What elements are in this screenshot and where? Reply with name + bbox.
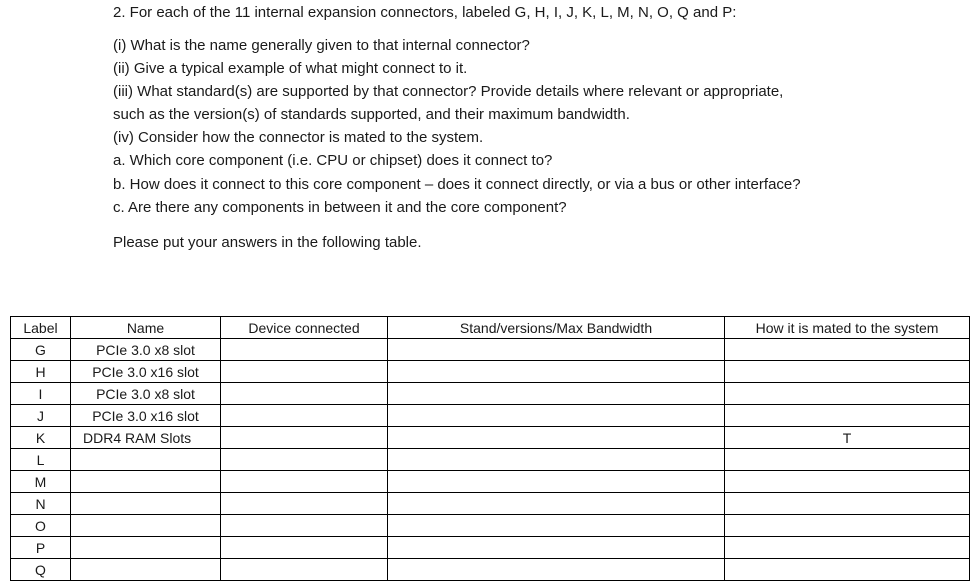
standards-cell	[388, 559, 725, 581]
mating-cell	[725, 449, 970, 471]
name-cell	[71, 493, 221, 515]
label-cell: M	[11, 471, 71, 493]
header-label: Label	[11, 317, 71, 339]
name-cell	[71, 537, 221, 559]
table-row	[11, 449, 970, 471]
header-name: Name	[71, 317, 221, 339]
mating-cell	[725, 339, 970, 361]
mating-cell	[725, 559, 970, 581]
table-row	[11, 559, 970, 581]
standards-cell	[388, 361, 725, 383]
name-cell: DDR4 RAM Slots	[71, 427, 221, 449]
question-item: (ii) Give a typical example of what might connect to it.	[113, 60, 468, 77]
standards-cell	[388, 493, 725, 515]
header-device-connected: Device connected	[221, 317, 388, 339]
label-cell: H	[11, 361, 71, 383]
table-row	[11, 339, 970, 361]
table-row	[11, 427, 970, 449]
name-cell	[71, 515, 221, 537]
mating-cell	[725, 493, 970, 515]
device-cell	[221, 339, 388, 361]
name-cell: PCIe 3.0 x16 slot	[71, 361, 221, 383]
name-cell: PCIe 3.0 x16 slot	[71, 405, 221, 427]
standards-cell	[388, 471, 725, 493]
device-cell	[221, 471, 388, 493]
question-item: a. Which core component (i.e. CPU or chipset) does it connect to?	[113, 152, 553, 169]
standards-cell	[388, 537, 725, 559]
name-cell: PCIe 3.0 x8 slot	[71, 339, 221, 361]
table-row	[11, 493, 970, 515]
question-intro: 2. For each of the 11 internal expansion connectors, labeled G, H, I, J, K, L, M, N, O, Q and P:	[113, 4, 737, 21]
device-cell	[221, 537, 388, 559]
label-cell: I	[11, 383, 71, 405]
standards-cell	[388, 515, 725, 537]
question-item: (iii) What standard(s) are supported by that connector? Provide details where relevant or appropriate,	[113, 83, 784, 100]
mating-cell	[725, 405, 970, 427]
standards-cell	[388, 383, 725, 405]
standards-cell	[388, 427, 725, 449]
device-cell	[221, 449, 388, 471]
question-item: such as the version(s) of standards supported, and their maximum bandwidth.	[113, 106, 630, 123]
question-item: (i) What is the name generally given to that internal connector?	[113, 37, 530, 54]
mating-cell	[725, 471, 970, 493]
header-mating: How it is mated to the system	[725, 317, 970, 339]
mating-cell	[725, 537, 970, 559]
device-cell	[221, 405, 388, 427]
question-item: (iv) Consider how the connector is mated to the system.	[113, 129, 484, 146]
header-standards-bandwidth: Stand/versions/Max Bandwidth	[388, 317, 725, 339]
question-item: c. Are there any components in between it and the core component?	[113, 199, 567, 216]
standards-cell	[388, 449, 725, 471]
table-row	[11, 405, 970, 427]
table-row	[11, 537, 970, 559]
device-cell	[221, 493, 388, 515]
label-cell: G	[11, 339, 71, 361]
mating-cell	[725, 383, 970, 405]
question-text	[0, 0, 975, 260]
table-row	[11, 361, 970, 383]
mating-cell: T	[725, 427, 970, 449]
device-cell	[221, 559, 388, 581]
device-cell	[221, 427, 388, 449]
mating-cell	[725, 361, 970, 383]
label-cell: N	[11, 493, 71, 515]
table-row	[11, 383, 970, 405]
table-header-row	[11, 317, 970, 339]
label-cell: J	[11, 405, 71, 427]
device-cell	[221, 361, 388, 383]
name-cell	[71, 471, 221, 493]
name-cell: PCIe 3.0 x8 slot	[71, 383, 221, 405]
standards-cell	[388, 405, 725, 427]
mating-cell	[725, 515, 970, 537]
name-cell	[71, 449, 221, 471]
label-cell: P	[11, 537, 71, 559]
table-row	[11, 515, 970, 537]
question-item: b. How does it connect to this core component – does it connect directly, or via a bus or other interface?	[113, 176, 801, 193]
table-row	[11, 471, 970, 493]
label-cell: Q	[11, 559, 71, 581]
standards-cell	[388, 339, 725, 361]
label-cell: O	[11, 515, 71, 537]
label-cell: L	[11, 449, 71, 471]
device-cell	[221, 383, 388, 405]
question-instruction: Please put your answers in the following table.	[113, 234, 422, 251]
answers-table	[10, 316, 970, 581]
table-body	[11, 339, 970, 581]
label-cell: K	[11, 427, 71, 449]
name-cell	[71, 559, 221, 581]
device-cell	[221, 515, 388, 537]
